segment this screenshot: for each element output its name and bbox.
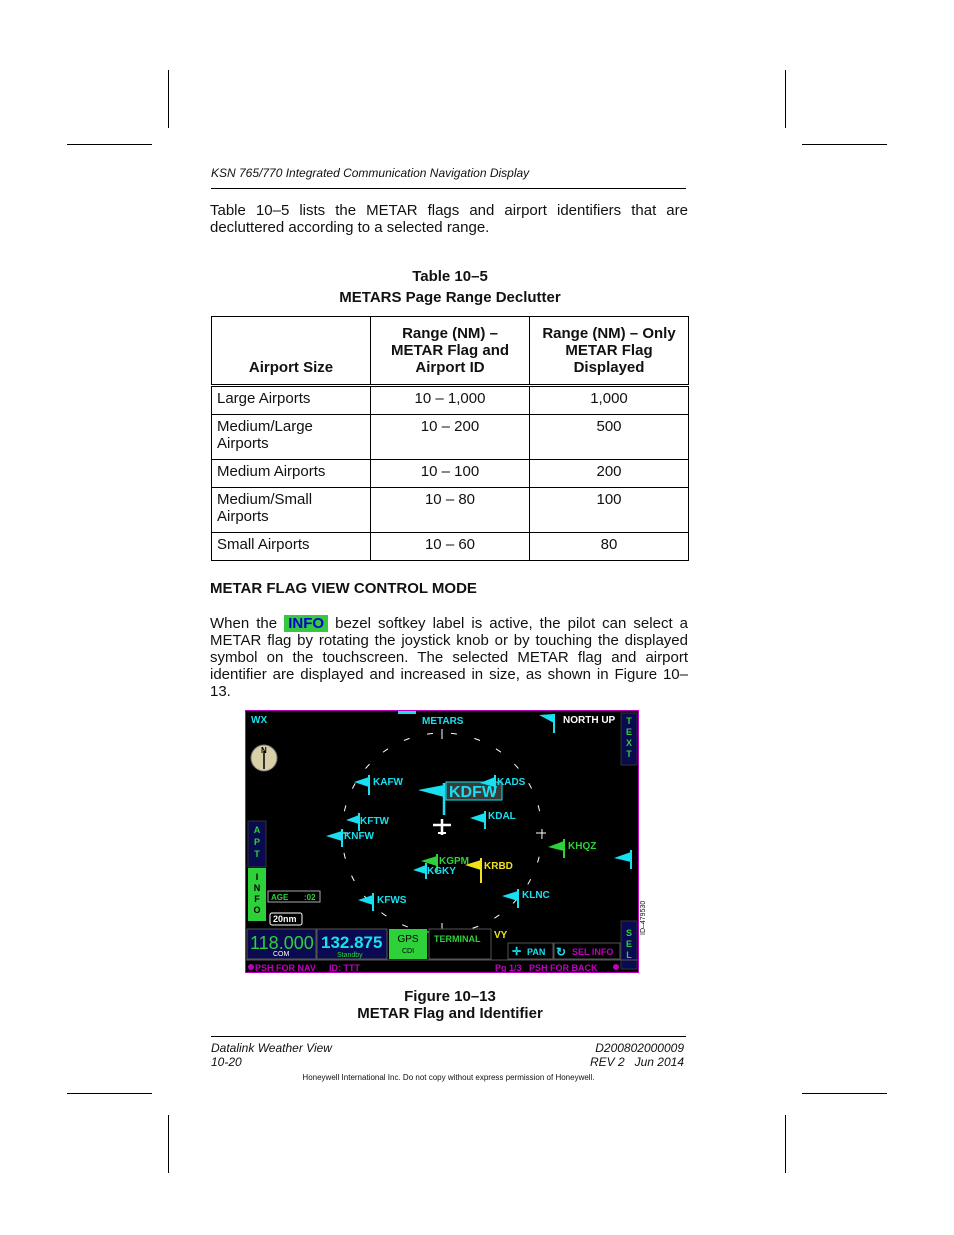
airport-id-kdal: KDAL (488, 811, 516, 822)
crop-mark (802, 1093, 887, 1094)
table-header-row (212, 317, 689, 386)
figure-caption (211, 988, 689, 1022)
info-softkey-label: INFO (284, 615, 328, 632)
document-number: D200802000009 (595, 1041, 684, 1055)
airport-id-knfw: KNFW (344, 831, 374, 842)
airport-id-kgpm: KGPM (439, 856, 469, 867)
age-value: :02 (304, 893, 316, 902)
footer-left (211, 1041, 332, 1069)
text-key-letter: E (625, 727, 633, 737)
table-cell: 200 (530, 460, 689, 488)
footer-right (520, 1041, 684, 1069)
nav-prompt: PSH FOR NAV (255, 963, 316, 973)
airport-id-krbd: KRBD (484, 861, 513, 872)
airport-id-kads: KADS (497, 777, 526, 788)
north-up-label: NORTH UP (563, 715, 616, 726)
table-cell: 10 – 80 (371, 488, 530, 533)
info-key-letter: F (254, 894, 260, 904)
sel-key-letter: S (625, 928, 633, 938)
copyright-notice: Honeywell International Inc. Do not copy without express permission of Honeywell. (302, 1073, 595, 1082)
cdi-label: CDI (401, 948, 415, 955)
back-prompt: PSH FOR BACK (529, 963, 598, 973)
column-header: Airport Size (212, 317, 371, 386)
sel-key-letter: L (626, 950, 632, 960)
terminal-label: TERMINAL (434, 934, 481, 944)
metar-flag-kafw[interactable] (354, 775, 404, 795)
text-key-letter: T (626, 749, 632, 759)
nav-knob-dot-icon (248, 964, 254, 970)
table-cell: 500 (530, 415, 689, 460)
gps-label: GPS (397, 934, 419, 945)
age-label: AGE (271, 893, 289, 902)
footer-rule (211, 1036, 686, 1037)
table-cell: Medium/Small Airports (212, 488, 371, 533)
crop-mark (802, 144, 887, 145)
airport-id-kfws: KFWS (377, 895, 407, 906)
rotate-icon: ↻ (556, 945, 567, 959)
range-value: 20nm (273, 914, 297, 924)
header-rule (211, 188, 686, 189)
metars-label: METARS (422, 716, 464, 727)
back-knob-dot-icon (613, 964, 619, 970)
airport-id-kgky: KGKY (427, 866, 456, 877)
table-cell: 10 – 200 (371, 415, 530, 460)
crop-mark (67, 1093, 152, 1094)
clipped-airport-label: VY (494, 930, 508, 941)
airport-id-kafw: KAFW (373, 777, 403, 788)
metar-flag-kdal[interactable] (470, 811, 516, 829)
table-cell: 80 (530, 533, 689, 561)
sel-info-label: SEL INFO (572, 947, 614, 957)
info-key-letter: N (253, 883, 261, 893)
footer-section: Datalink Weather View (211, 1041, 332, 1055)
airport-id-klnc: KLNC (522, 890, 550, 901)
com-frequency: 118.000 (250, 933, 314, 953)
table-cell: 10 – 60 (371, 533, 530, 561)
table-cell: 100 (530, 488, 689, 533)
crop-mark (168, 1115, 169, 1173)
crop-mark (785, 70, 786, 128)
metar-display-graphic (246, 711, 639, 973)
table-row (212, 488, 689, 533)
text-key-letter: X (625, 738, 633, 748)
apt-key-letter: P (253, 837, 261, 847)
com-label: COM (273, 951, 290, 958)
table-cell: 10 – 100 (371, 460, 530, 488)
paragraph-text: bezel softkey label is active, the pilot can select a METAR flag by rotating the joystick knob or by touching the displayed symbol on the touchscreen. The selected METAR flag and airport identifier are displayed and increased in size, as shown in Figure 10–13. (210, 615, 689, 700)
page-indicator: Pg 1/3 (495, 963, 522, 973)
metar-flag-knfw[interactable] (326, 829, 375, 847)
wx-label[interactable]: WX (251, 715, 268, 726)
airport-id-kdfw: KDFW (449, 784, 497, 801)
airport-id-khqz: KHQZ (568, 841, 597, 852)
apt-key-letter: T (254, 849, 260, 859)
running-header: KSN 765/770 Integrated Communication Navigation Display (211, 166, 530, 180)
airport-id-kftw: KFTW (360, 816, 389, 827)
text-key-letter: T (626, 716, 632, 726)
column-header: Range (NM) – Only METAR Flag Displayed (530, 317, 689, 386)
table-cell: Medium Airports (212, 460, 371, 488)
crop-mark (168, 70, 169, 128)
standby-label: Standby (337, 952, 363, 959)
table-cell: Small Airports (212, 533, 371, 561)
figure-id: ID–479530 (640, 900, 647, 935)
figure-number: Figure 10–13 (404, 988, 496, 1005)
clipped-flag-icon (398, 711, 416, 714)
section-heading: METAR FLAG VIEW CONTROL MODE (210, 580, 477, 597)
paragraph-text: When the (210, 615, 278, 632)
sel-key-letter: E (625, 939, 633, 949)
table-cell: 1,000 (530, 386, 689, 415)
table-title: METARS Page Range Declutter (339, 289, 561, 306)
section-paragraph (210, 615, 688, 700)
table-number: Table 10–5 (412, 268, 488, 285)
ownship-aircraft-icon (433, 819, 451, 835)
metar-flag-khqz[interactable] (548, 839, 596, 858)
revision: REV 2 Jun 2014 (589, 1055, 684, 1069)
metar-display-figure (245, 710, 639, 973)
table-cell: 10 – 1,000 (371, 386, 530, 415)
apt-key-letter: A (253, 825, 261, 835)
crop-mark (67, 144, 152, 145)
table-cell: Medium/Large Airports (212, 415, 371, 460)
ident-text: ID: TTT (329, 963, 360, 973)
metar-flag-kftw[interactable] (346, 813, 389, 831)
metar-flag-kfws[interactable] (358, 893, 407, 911)
compass-n: N (261, 746, 267, 755)
crop-mark (785, 1115, 786, 1173)
metar-flag-kgky[interactable] (413, 863, 456, 879)
standby-frequency: 132.875 (321, 933, 383, 952)
metar-flag-icon (539, 714, 554, 723)
pan-icon: ✛ (512, 946, 522, 958)
clipped-flag-icon (614, 850, 631, 869)
table-row (212, 533, 689, 561)
info-key-letter: O (253, 905, 261, 915)
table-cell: Large Airports (212, 386, 371, 415)
table-row (212, 386, 689, 415)
column-header: Range (NM) – METAR Flag and Airport ID (371, 317, 530, 386)
metar-flag-krbd[interactable] (465, 858, 513, 883)
page-number: 10-20 (211, 1055, 242, 1069)
metar-flag-klnc[interactable] (502, 889, 550, 908)
info-key-letter: I (255, 872, 259, 882)
table-row (212, 415, 689, 460)
range-declutter-table (211, 316, 689, 561)
intro-paragraph: Table 10–5 lists the METAR flags and airport identifiers that are decluttered according to a selected range. (210, 202, 688, 236)
pan-label: PAN (527, 947, 546, 957)
figure-title: METAR Flag and Identifier (357, 1005, 543, 1022)
table-row (212, 460, 689, 488)
